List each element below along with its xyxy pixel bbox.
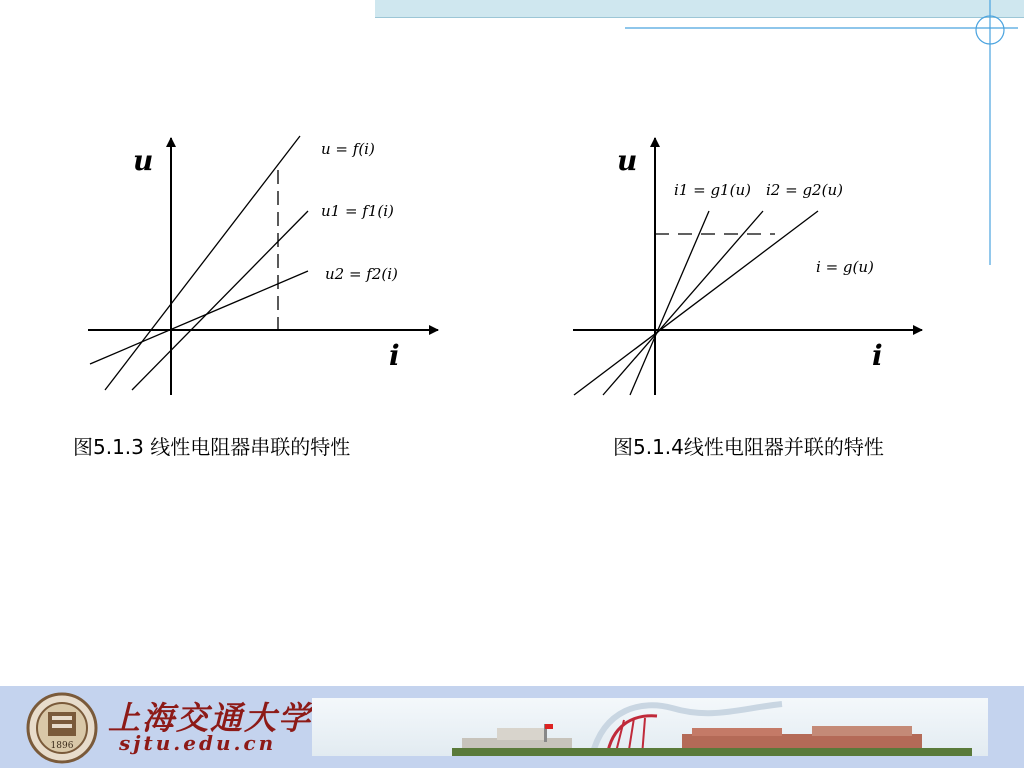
right-eq-total: i = g(u) bbox=[816, 258, 874, 276]
left-eq-2: u2 = f2(i) bbox=[325, 265, 398, 283]
right-figure-caption: 图5.1.4线性电阻器并联的特性 bbox=[613, 435, 884, 459]
university-seal-icon bbox=[26, 692, 98, 764]
right-line-i-total bbox=[574, 211, 818, 395]
campus-photo bbox=[312, 698, 988, 756]
seal-year: 1896 bbox=[50, 741, 74, 751]
left-y-axis-label: u bbox=[133, 144, 154, 177]
right-eq-1: i1 = g1(u) bbox=[674, 181, 751, 199]
left-eq-total: u = f(i) bbox=[321, 140, 375, 158]
left-eq-1: u1 = f1(i) bbox=[321, 202, 394, 220]
right-eq-2: i2 = g2(u) bbox=[766, 181, 843, 199]
right-line-i2 bbox=[603, 211, 763, 395]
university-url: sjtu.edu.cn bbox=[119, 731, 277, 755]
university-logo-text: 上海交通大学 bbox=[108, 699, 313, 737]
right-y-axis-label: u bbox=[617, 144, 638, 177]
right-line-i1 bbox=[630, 211, 709, 395]
left-x-axis-label: i bbox=[389, 339, 400, 372]
right-x-axis-label: i bbox=[872, 339, 883, 372]
left-figure-caption: 图5.1.3 线性电阻器串联的特性 bbox=[73, 435, 351, 459]
